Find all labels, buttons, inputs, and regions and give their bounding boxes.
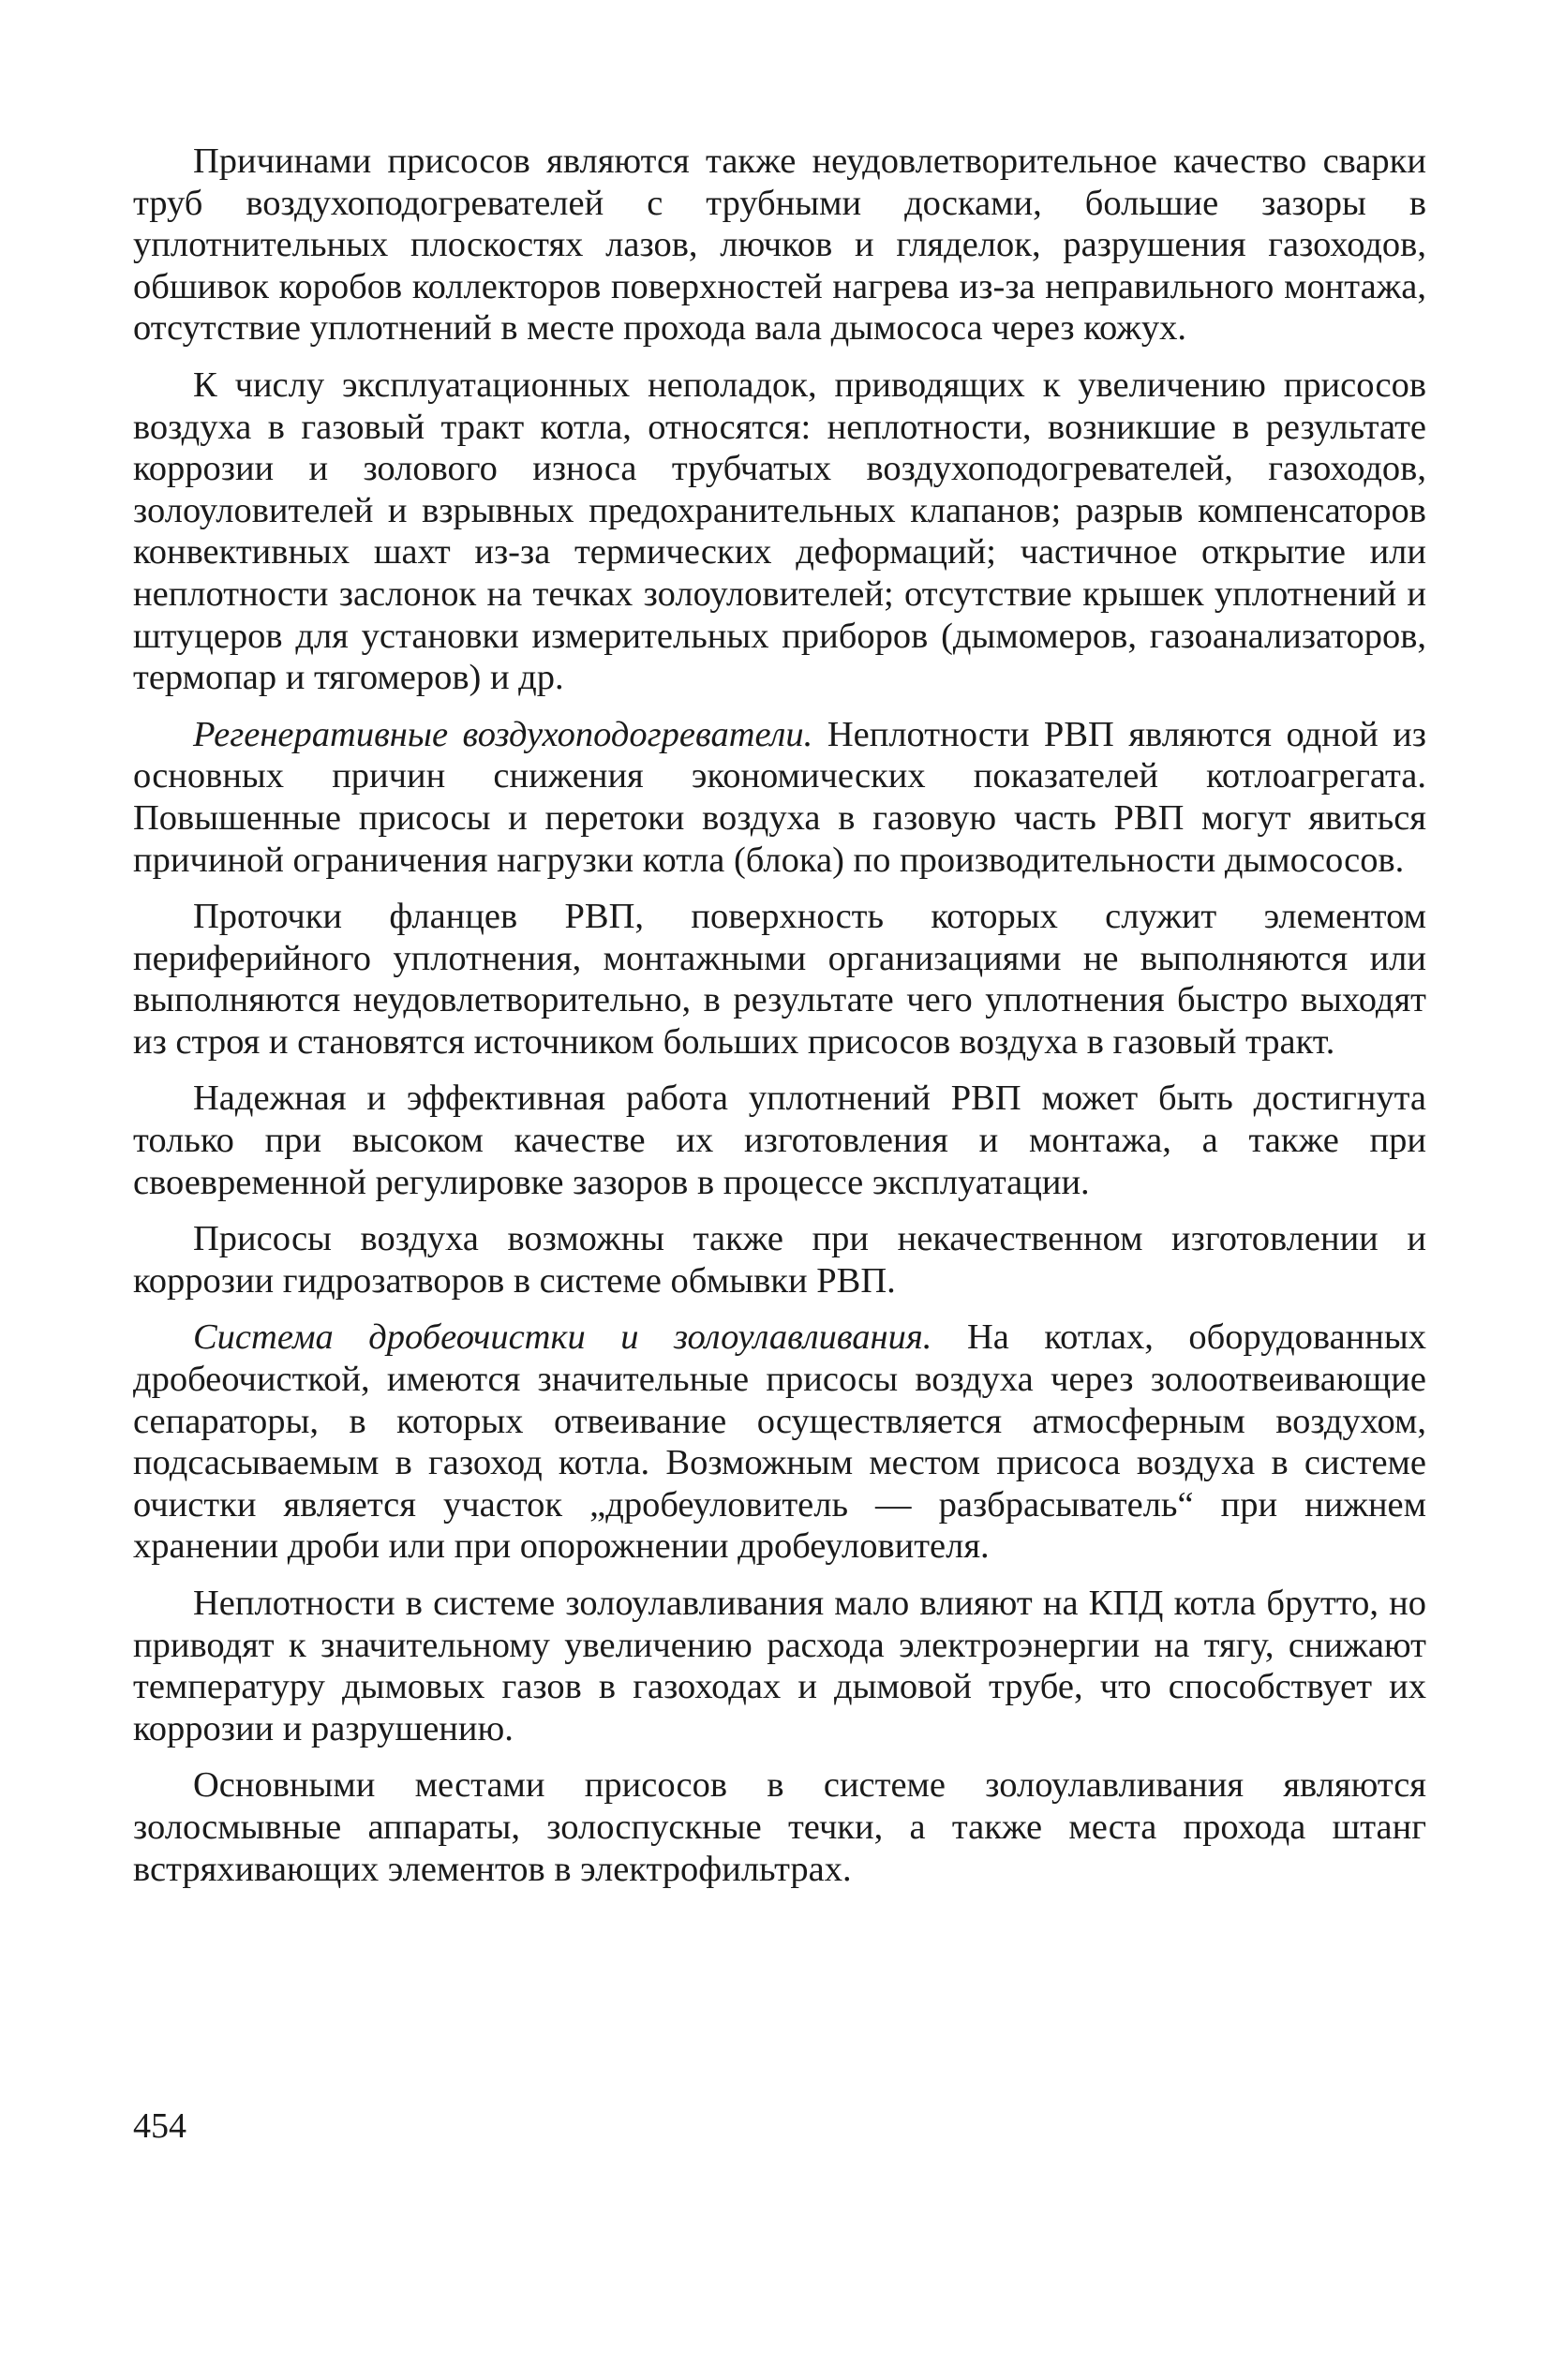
page-number: 454 <box>133 2106 186 2146</box>
paragraph-text: Проточки фланцев РВП, поверхность которых служит элементом периферийного уплотнения, монтажными организациями не выполняются или выполняются неудовлетворительно, в результате чего уплотнения быстро выходят из строя и становятся источником больших присосов воздуха в газовый тракт. <box>133 897 1426 1062</box>
paragraph-lead: Система дробеочистки и золоулавливания. <box>193 1317 932 1358</box>
paragraph <box>133 1316 1426 1568</box>
paragraph-text: Надежная и эффективная работа уплотнений РВП может быть достигнута только при высоком качестве их изготовления и монтажа, а также при своевременной регулировке зазоров в процессе эксплуатации. <box>133 1078 1426 1202</box>
paragraph <box>133 141 1426 350</box>
paragraph <box>133 1583 1426 1749</box>
paragraph <box>133 364 1426 699</box>
paragraph-text: Неплотности РВП являются одной из основных причин снижения экономических показателей котлоагрегата. Повышенные присосы и перетоки воздуха в газовую часть РВП могут явиться причиной ограничения нагрузки котла (блока) по производительности дымососов. <box>133 714 1426 880</box>
paragraph <box>133 1218 1426 1302</box>
paragraph <box>133 714 1426 881</box>
paragraph <box>133 1078 1426 1203</box>
paragraph-lead: Регенеративные воздухоподогреватели. <box>193 714 813 754</box>
paragraph-text: Присосы воздуха возможны также при некачественном изготовлении и коррозии гидрозатворов в системе обмывки РВП. <box>133 1219 1426 1301</box>
paragraph-text: Неплотности в системе золоулавливания мало влияют на КПД котла брутто, но приводят к значительному увеличению расхода электроэнергии на тягу, снижают температуру дымовых газов в газоходах и дымовой трубе, что способствует их коррозии и разрушению. <box>133 1584 1426 1748</box>
paragraph-text: К числу эксплуатационных неполадок, приводящих к увеличению присосов воздуха в газовый тракт котла, относятся: неплотности, возникшие в результате коррозии и золового износа трубчатых воздухоподогревателей, газоходов, золоуловителей и взрывных предохранительных клапанов; разрыв компенсаторов конвективных шахт из-за термических деформаций; частичное открытие или неплотности заслонок на течках золоуловителей; отсутствие крышек уплотнений и штуцеров для установки измерительных приборов (дымомеров, газоанализаторов, термопар и тягомеров) и др. <box>133 364 1426 698</box>
page-body <box>133 141 1426 1905</box>
paragraph <box>133 896 1426 1063</box>
paragraph-text: На котлах, оборудованных дробеочисткой, имеются значительные присосы воздуха через золоотвеивающие сепараторы, в которых отвеивание осуществляется атмосферным воздухом, подсасываемым в газоход котла. Возможным местом присоса воздуха в системе очистки является участок „дробеуловитель — разбрасыватель“ при нижнем хранении дроби или при опорожнении дробеуловителя. <box>133 1317 1426 1567</box>
paragraph-text: Основными местами присосов в системе золоулавливания являются золосмывные аппараты, золоспускные течки, а также места прохода штанг встряхивающих элементов в электрофильтрах. <box>133 1765 1426 1889</box>
paragraph <box>133 1764 1426 1890</box>
paragraph-text: Причинами присосов являются также неудовлетворительное качество сварки труб воздухоподогревателей с трубными досками, большие зазоры в уплотнительных плоскостях лазов, лючков и гляделок, разрушения газоходов, обшивок коробов коллекторов поверхностей нагрева из-за неправильного монтажа, отсутствие уплотнений в месте прохода вала дымососа через кожух. <box>133 141 1426 349</box>
